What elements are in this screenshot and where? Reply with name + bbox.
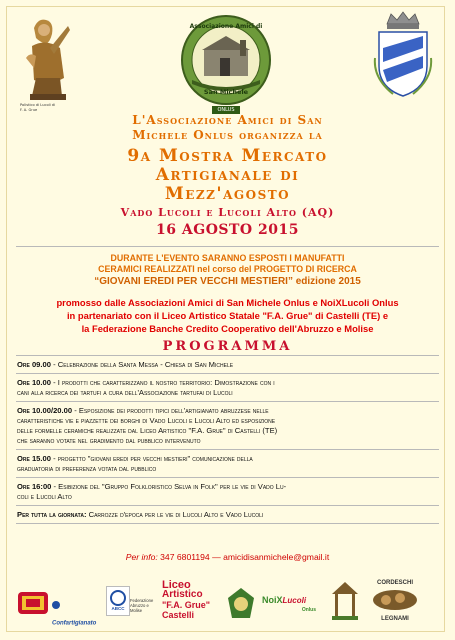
promoters-line: promosso dalle Associazioni Amici di San Michele Onlus e NoiXLucoli Onlus <box>56 297 399 308</box>
organizer-line-1: L'Associazione Amici di San <box>132 113 323 127</box>
saint-statue-image <box>20 8 72 104</box>
schedule-time: Ore 09.00 <box>17 360 51 369</box>
schedule-text: che saranno votate nel gradimento dal pubblico intervenuto <box>17 436 201 445</box>
event-date: 16 AGOSTO 2015 <box>156 222 299 238</box>
schedule-text: delle formelle ceramiche realizzate dal Liceo Artistico "F.A. Grue" di Castelli (TE) <box>17 426 278 435</box>
liceo-label: Artistico <box>162 589 203 600</box>
cordeschi-legnami-label: LEGNAMI <box>381 616 409 622</box>
saint-caption-line: F. A. Grue <box>20 107 38 112</box>
confartigianato-label: Confartigianato <box>52 620 97 627</box>
event-description-line: CERAMICI REALIZZATI nel corso del PROGETTO DI RICERCA <box>98 264 357 274</box>
schedule-item <box>17 510 435 520</box>
divider <box>16 505 439 506</box>
divider <box>16 401 439 402</box>
schedule-text: - Esposizione dei prodotti tipici dell'artigianato abruzzese nelle <box>74 406 269 415</box>
divider <box>16 246 439 247</box>
schedule-text: cani alla ricerca dei tartufi a cura dell'Associazione tartufai di Lucoli <box>17 388 233 397</box>
wood-logs-icon <box>370 586 420 612</box>
coat-of-arms-logo <box>18 590 48 616</box>
schedule-item <box>17 378 435 398</box>
schedule-text: - I prodotti che caratterizzano il nostro territorio: Dimostrazione con i <box>53 378 275 387</box>
schedule-text: - progetto "giovani eredi per vecchi mestieri" comunicazione della <box>53 454 253 463</box>
schedule-item <box>17 454 435 474</box>
badge-onlus-tag: ONLUS <box>212 106 240 114</box>
association-badge-logo <box>180 14 272 106</box>
schedule-text: caratteristiche vie e piazzette dei borghi di Vado Lucoli e Lucoli Alto ed esposizione <box>17 416 276 425</box>
contact-label: Per info: <box>125 552 158 562</box>
project-name: “GIOVANI EREDI PER VECCHI MESTIERI” edizione 2015 <box>94 276 361 287</box>
sponsor-logos <box>0 572 455 628</box>
event-description-line: DURANTE L'EVENTO SARANNO ESPOSTI I MANUFATTI <box>110 253 345 263</box>
schedule-item <box>17 360 435 370</box>
programma-heading: PROGRAMMA <box>162 339 293 354</box>
schedule-time: Ore 15.00 <box>17 454 51 463</box>
schedule-text: - Celebrazione della Santa Messa - Chiesa di San Michele <box>53 360 234 369</box>
divider <box>16 355 439 356</box>
liceo-artistico-logo <box>162 580 222 626</box>
promoters-line: in partenariato con il Liceo Artistico Statale "F.A. Grue" di Castelli (TE) e <box>66 310 389 321</box>
confartigianato-logo <box>52 594 100 627</box>
abcc-logo <box>106 586 130 616</box>
schedule-time: Ore 10.00/20.00 <box>17 406 73 415</box>
divider <box>16 449 439 450</box>
schedule-item <box>17 482 435 502</box>
main-title-line-1: 9a Mostra Mercato <box>127 146 328 166</box>
schedule-text: graduatoria di preferenza votata dal pubblico <box>17 464 157 473</box>
noixlucoli-logo <box>262 588 322 618</box>
contact-info <box>0 552 455 562</box>
contact-phone[interactable]: 347 6801194 <box>160 552 210 562</box>
gazebo-logo <box>330 580 360 622</box>
main-title-line-3: Mezz'agosto <box>164 184 291 204</box>
divider <box>16 373 439 374</box>
liceo-label: "F.A. Grue" <box>162 600 211 610</box>
abcc-label: ABCC <box>111 606 125 611</box>
main-title-line-2: Artigianale di <box>155 165 300 185</box>
cordeschi-label: CORDESCHI <box>376 580 413 586</box>
federazione-label: Federazione Abruzzo e Molise <box>130 598 154 613</box>
event-location: Vado Lucoli e Lucoli Alto (AQ) <box>120 206 335 219</box>
liceo-label: Liceo <box>162 579 191 591</box>
schedule-item <box>17 406 435 446</box>
cordeschi-logo <box>370 580 420 626</box>
badge-top-text: Associazione Amici di <box>189 23 263 30</box>
municipal-crest-logo <box>373 8 433 100</box>
divider <box>16 477 439 478</box>
divider <box>16 523 439 524</box>
schedule-text: Carrozze d'epoca per le vie di Lucoli Alto e Vado Lucoli <box>88 510 264 519</box>
schedule-text: coli e Lucoli Alto <box>17 492 72 501</box>
schedule-time: Per tutta la giornata: <box>17 510 87 519</box>
badge-bottom-text: San Michele <box>203 88 249 96</box>
promoters-line: la Federazione Banche Credito Cooperativo dell'Abruzzo e Molise <box>81 323 374 334</box>
liceo-label: Castelli <box>162 610 195 620</box>
schedule-text: - Esibizione del "Gruppo Folkloristico Selva in Folk" per le vie di Vado Lu- <box>53 482 287 491</box>
saint-caption-line: Polistico di Lucoli di <box>20 103 56 107</box>
schedule-time: Ore 10.00 <box>17 378 51 387</box>
saint-caption <box>20 103 80 112</box>
contact-dash: — <box>212 552 221 562</box>
schedule-time: Ore 16:00 <box>17 482 52 491</box>
noix-onlus-label: Onlus <box>301 607 316 613</box>
contact-email[interactable]: amicidisanmichele@gmail.it <box>223 552 330 562</box>
organizer-line-2: Michele Onlus organizza la <box>132 128 323 142</box>
ceramic-logo <box>226 586 256 620</box>
noix-lucoli-label: Lucoli <box>282 596 307 605</box>
noix-label: NoiX <box>262 595 283 605</box>
